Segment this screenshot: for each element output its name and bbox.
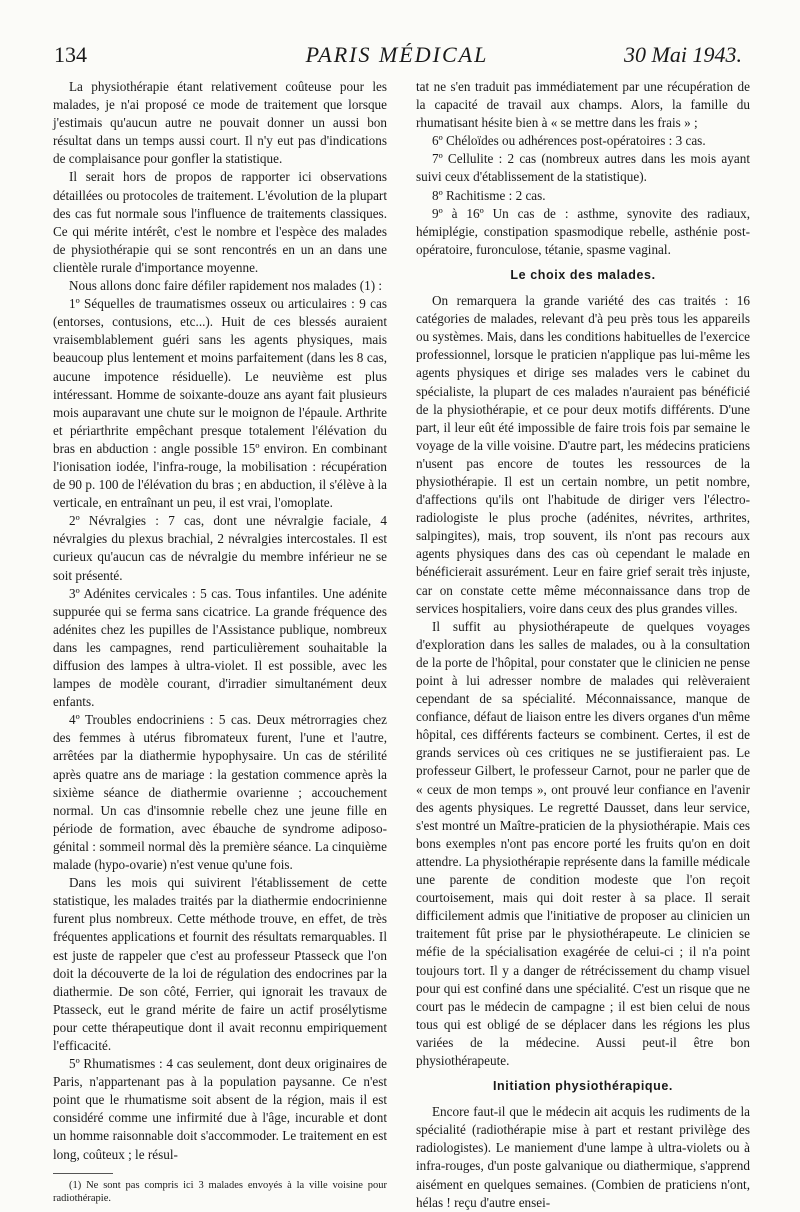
paragraph: 9º à 16º Un cas de : asthme, synovite des radiaux, hémiplégie, constipation spasmodique rebelle, asthénie post-opératoire, furonculose, tétanie, spasme vaginal.	[416, 205, 750, 257]
paragraph: 2º Névralgies : 7 cas, dont une névralgie faciale, 4 névralgies du plexus brachial, 2 névralgies intercostales. Il est curieux qu'aucun cas de névralgie du membre inférieur ne se soit présenté.	[53, 513, 387, 583]
footnote-divider	[53, 1173, 113, 1174]
paragraph: 8º Rachitisme : 2 cas.	[432, 187, 546, 203]
paragraph: Il serait hors de propos de rapporter ici observations détaillées ou protocoles de traitement. L'évolution de la plupart des cas fut normale sous l'influence de traitements classiques. Ce qui mérite intérêt, c'est le nombre et l'espèce des malades de physiothérapie qui se sont rencontrés en un an dans une clientèle rurale d'importance moyenne.	[53, 169, 387, 275]
issue-date: 30 Mai 1943.	[624, 42, 742, 67]
page-header	[52, 40, 742, 70]
section-heading: Le choix des malades.	[510, 267, 656, 282]
left-column	[53, 78, 387, 1205]
footnote: (1) Ne sont pas compris ici 3 malades envoyés à la ville voisine pour radiothérapie.	[53, 1179, 387, 1204]
paragraph: tat ne s'en traduit pas immédiatement par une récupération de la capacité de travail aux champs. Alors, la famille du rhumatisant hésite bien à « se mettre dans les frais » ;	[416, 79, 750, 131]
paragraph: La physiothérapie étant relativement coûteuse pour les malades, je n'ai proposé ce mode de traitement que lorsque j'estimais qu'aucun autre ne pouvait donner un aussi bon résultat dans un temps aussi court. Il n'y eut pas d'indications de complaisance pour gonfler la statistique.	[53, 79, 387, 167]
paragraph: Nous allons donc faire défiler rapidement nos malades (1) :	[69, 278, 383, 294]
paragraph: On remarquera la grande variété des cas traités : 16 catégories de malades, relevant d'à peu près tous les appareils ou systèmes. Mais, dans les conditions habituelles de l'exercice professionnel, lorsque le praticien n'applique pas lui-même les agents physiques et dirige ses malades vers le cabinet du spécialiste, la plupart de ces malades n'auraient pas bénéficié de la physiothérapie, et ce pour deux motifs différents. D'une part, il leur eût été impossible de faire trois fois par semaine le voyage de la ville voisine. D'autre part, les médecins praticiens n'usent pas encore de toutes les ressources de la physiothérapie. Il est un certain nombre, un petit nombre, d'affections qu'ils ont l'habitude de diriger vers l'électro-radiologiste le plus proche (adénites, névrites, arthrites, salpingites), mais, trop souvent, ils n'ont pas recours aux agents physiques dans des cas où cependant le malade en bénéficierait assurément. Leur en faire grief serait très injuste, car on constate cette même méconnaissance dans trop de services hospitaliers, voire dans ceux des plus grandes villes.	[416, 293, 750, 616]
paragraph: 3º Adénites cervicales : 5 cas. Tous infantiles. Une adénite suppurée qui se ferma sans cicatrice. La grande fréquence des adénites chez les pupilles de l'Assistance publique, nombreux dans les campagnes, rend particulièrement souhaitable la diffusion des lampes à ultra-violet. Il est possible, avec les lampes de modèle courant, d'irradier simultanément deux enfants.	[53, 585, 387, 710]
right-column	[416, 78, 750, 1212]
paragraph: 1º Séquelles de traumatismes osseux ou articulaires : 9 cas (entorses, contusions, etc...). Huit de ces blessés auraient vraisemblablement guéri sans les agents physiques, mais beaucoup plus lentement et moins parfaitement (dans les 8 cas, aucune impotence résiduelle). Le neuvième est plus intéressant. Homme de soixante-douze ans ayant fait plusieurs mois auparavant une chute sur le moignon de l'épaule. Arthrite et périarthrite empêchant presque totalement l'élévation du bras en abduction : angle possible 15º environ. En combinant l'ionisation iodée, l'infra-rouge, la mobilisation : récupération de 90 p. 100 de l'élévation du bras ; en abduction, il s'élève à la verticale, en entraînant un peu, il est vrai, l'omoplate.	[53, 296, 387, 511]
journal-title: PARIS MÉDICAL	[305, 42, 489, 67]
paragraph: 6º Chéloïdes ou adhérences post-opératoires : 3 cas.	[432, 133, 706, 149]
paragraph: 4º Troubles endocriniens : 5 cas. Deux métrorragies chez des femmes à utérus fibromateux furent, l'une et l'autre, arrêtées par la diathermie hypophysaire. Un cas de stérilité après quatre ans de mariage : la gestation commence après la sixième séance de diathermie ovarienne ; accouchement normal. Un cas d'insomnie rebelle chez une jeune fille en période de formation, avec ébauche de syndrome adiposo-génital : sommeil normal dès la première séance. La cinquième malade (hypo-ovarie) n'est venue qu'une fois.	[53, 712, 387, 873]
section-heading: Initiation physiothérapique.	[492, 1079, 673, 1094]
paragraph: Dans les mois qui suivirent l'établissement de cette statistique, les malades traités par la diathermie endocrinienne furent plus nombreux. Cette méthode trouve, en effet, de très fréquentes applications et fournit des résultats remarquables. Il est juste de rappeler que c'est au professeur Ptasseck que l'on doit la découverte de la loi de régulation des endocrines par la diathermie. De son côté, Ferrier, qui ignorait les travaux de Ptasseck, eut le grand mérite de faire un actif prosélytisme pour cette thérapeutique dont il avait reconnu empiriquement l'efficacité.	[53, 875, 387, 1053]
paragraph: 5º Rhumatismes : 4 cas seulement, dont deux originaires de Paris, n'appartenant pas à la population paysanne. Ce n'est point que le rhumatisme soit absent de la région, mais il est considéré comme une infirmité due à l'âge, incurable et dont un homme raisonnable doit s'accommoder. Le traitement en est long, coûteux ; le résul-	[53, 1056, 387, 1162]
paragraph: 7º Cellulite : 2 cas (nombreux autres dans les mois ayant suivi ceux d'établissement de la statistique).	[416, 151, 750, 185]
page-number: 134	[54, 42, 87, 67]
paragraph: Encore faut-il que le médecin ait acquis les rudiments de la spécialité (radiothérapie mise à part et restant privilège des radiologistes). Le maniement d'une lampe à ultra-violets ou à infra-rouges, d'un poste galvanique ou diathermique, s'apprend aisément en quelques semaines. (Combien de praticiens n'ont, hélas ! reçu d'autre ensei-	[416, 1104, 750, 1210]
paragraph: Il suffit au physiothérapeute de quelques voyages d'exploration dans les salles de malades, ou à la consultation de la porte de l'hôpital, pour constater que le clinicien ne pense point à lui adresser nombre de malades qui relèveraient cependant de sa spécialité. Méconnaissance, manque de confiance, défaut de liaison entre les divers organes d'un même hôpital, ces différents facteurs se combinent. Certes, il est de grands services où ces critiques ne se justifieraient pas. Le professeur Gilbert, le professeur Carnot, pour ne parler que de « ceux de mon temps », ont prouvé leur confiance en l'avenir des agents physiques. Le regretté Dausset, dans leur service, s'est montré un Maître-praticien de la physiothérapie. Mais ces bons exemples n'ont pas encore porté les fruits qu'on en doit attendre. La physiothérapie représente dans la famille médicale une parente de condition modeste que l'on reçoit courtoisement, mais qui doit rester à sa place. Il serait difficilement admis que l'initiative de proposer au clinicien un traitement fût prise par le physiothérapeute. Le clinicien se méfie de la spécialisation exagérée de celui-ci ; il n'a point toujours tort. Il y a danger de rétrécissement du champ visuel pour qui est confiné dans une spécialité. C'est un risque que ne court pas le médecin de campagne ; il est bien celui de nous tous qui est obligé de se déplacer dans les régions les plus variées de la médecine. Aussi peut-il être bon physiothérapeute.	[416, 618, 750, 1068]
